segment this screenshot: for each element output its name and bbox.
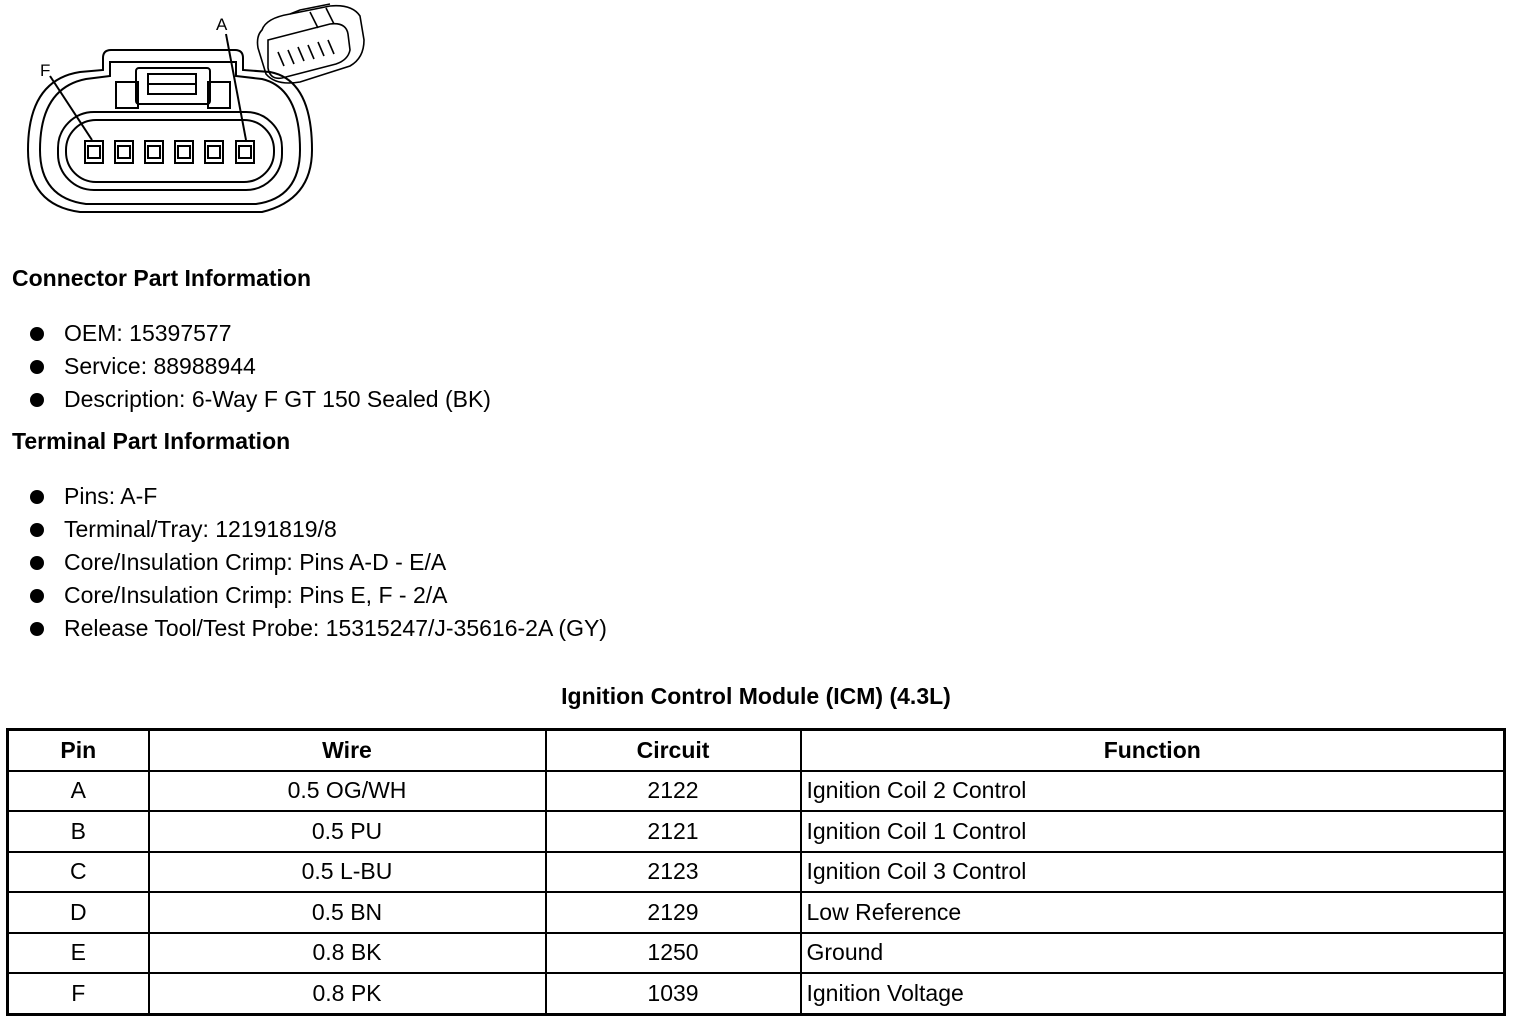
pinout-table [6,728,1506,1016]
list-item [28,317,491,350]
cell-pin: C [8,852,149,893]
bullet-icon [30,622,44,636]
list-item-text: Release Tool/Test Probe: 15315247/J-35616-2A (GY) [64,615,607,641]
list-item [28,480,607,513]
cell-wire: 0.8 PK [149,973,546,1014]
cell-pin: B [8,811,149,852]
cell-circuit: 2121 [546,811,801,852]
list-item-text: Core/Insulation Crimp: Pins E, F - 2/A [64,582,448,608]
cell-wire: 0.5 PU [149,811,546,852]
bullet-icon [30,490,44,504]
table-title: Ignition Control Module (ICM) (4.3L) [561,683,951,709]
list-item-text: Terminal/Tray: 12191819/8 [64,516,337,542]
list-item-text: Core/Insulation Crimp: Pins A-D - E/A [64,549,447,575]
cell-function: Ground [801,933,1505,974]
table-row [8,973,1505,1014]
column-header-circuit: Circuit [546,730,801,771]
bullet-icon [30,523,44,537]
connector-part-info-list [28,317,491,416]
bullet-icon [30,556,44,570]
table-row [8,811,1505,852]
cell-pin: D [8,892,149,933]
cell-function: Low Reference [801,892,1505,933]
list-item [28,350,491,383]
bullet-icon [30,589,44,603]
list-item-text: Pins: A-F [64,483,158,509]
cell-wire: 0.5 OG/WH [149,771,546,812]
list-item-text: Service: 88988944 [64,353,256,379]
cell-pin: E [8,933,149,974]
cell-pin: F [8,973,149,1014]
connector-isometric-icon [258,4,365,83]
cell-function: Ignition Coil 3 Control [801,852,1505,893]
terminal-cavities [85,141,254,163]
cell-pin: A [8,771,149,812]
connector-part-info-heading: Connector Part Information [12,265,312,291]
list-item [28,546,607,579]
list-item [28,579,607,612]
cell-circuit: 2122 [546,771,801,812]
pin-label-f: F [40,61,51,80]
cell-function: Ignition Coil 2 Control [801,771,1505,812]
cell-circuit: 2123 [546,852,801,893]
terminal-part-info-heading: Terminal Part Information [12,428,291,454]
list-item [28,383,491,416]
bullet-icon [30,327,44,341]
cell-wire: 0.5 BN [149,892,546,933]
column-header-function: Function [801,730,1505,771]
list-item [28,513,607,546]
cell-wire: 0.8 BK [149,933,546,974]
table-row [8,852,1505,893]
table-row [8,933,1505,974]
cell-function: Ignition Coil 1 Control [801,811,1505,852]
cell-function: Ignition Voltage [801,973,1505,1014]
column-header-pin: Pin [8,730,149,771]
connector-face-drawing [28,34,312,212]
bullet-icon [30,360,44,374]
table-row [8,892,1505,933]
table-header-row [8,730,1505,771]
column-header-wire: Wire [149,730,546,771]
cell-circuit: 1250 [546,933,801,974]
list-item-text: OEM: 15397577 [64,320,232,346]
bullet-icon [30,393,44,407]
list-item-text: Description: 6-Way F GT 150 Sealed (BK) [64,386,491,412]
cell-circuit: 1039 [546,973,801,1014]
list-item [28,612,607,645]
terminal-part-info-list [28,480,607,645]
connector-diagram [0,0,380,220]
pin-label-a: A [216,15,228,34]
cell-wire: 0.5 L-BU [149,852,546,893]
table-row [8,771,1505,812]
cell-circuit: 2129 [546,892,801,933]
